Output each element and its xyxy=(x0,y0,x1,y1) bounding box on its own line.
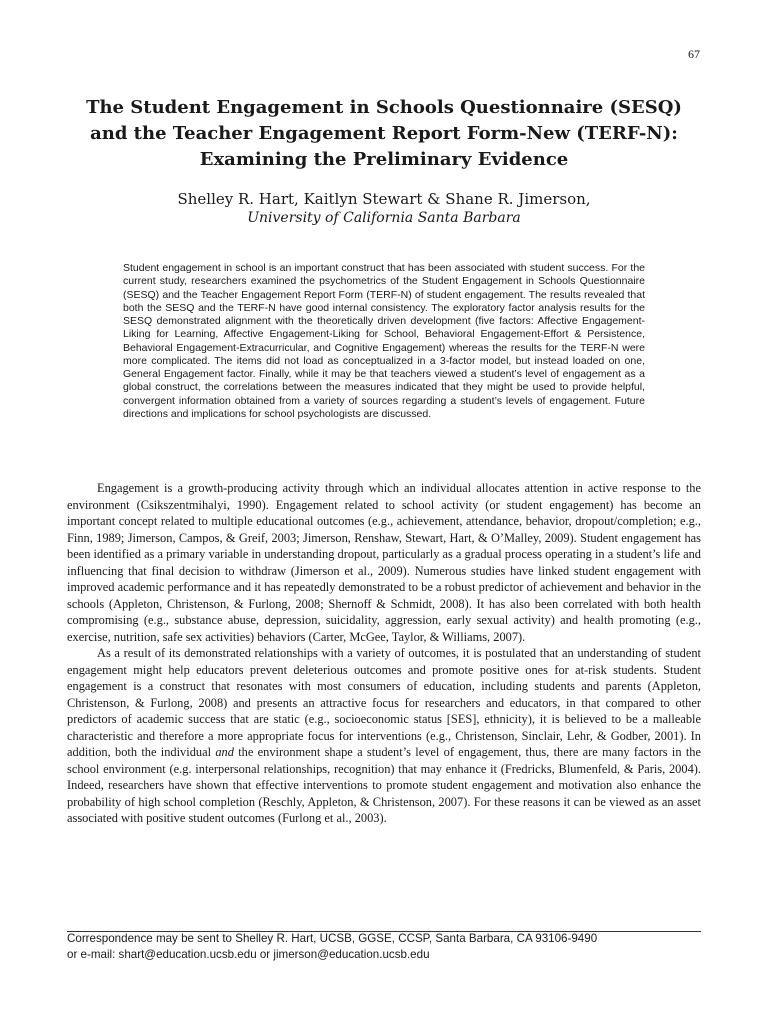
body-paragraph xyxy=(67,645,701,827)
author-affiliation: University of California Santa Barbara xyxy=(247,210,521,226)
body-paragraph: Engagement is a growth-producing activity through which an individual allocates attention in active response to the environment (Csikszentmihalyi, 1990). Engagement related to school activity (or student engagement) has become an important concept related to multiple educational outcomes (e.g., achievement, attendance, behavior, dropout/completion; e.g., Finn, 1989; Jimerson, Campos, & Greif, 2003; Jimerson, Renshaw, Stewart, Hart, & O’Malley, 2009). Student engagement has been identified as a primary variable in understanding dropout, particularly as a gradual process operating in a student’s life and influencing that final decision to withdraw (Jimerson et al., 2009). Numerous studies have linked student engagement with improved academic performance and it has repeatedly demonstrated to be a robust predictor of achievement and behavior in the schools (Appleton, Christenson, & Furlong, 2008; Shernoff & Schmidt, 2008). It has also been correlated with both health compromising (e.g., substance abuse, depression, suicidality, aggression, early sexual activity) and health promoting (e.g., exercise, nutrition, safe sex activities) behaviors (Carter, McGee, Taylor, & Williams, 2007). xyxy=(67,481,701,644)
page-number: 67 xyxy=(688,47,700,61)
footnote-line: Correspondence may be sent to Shelley R. Hart, UCSB, GGSE, CCSP, Santa Barbara, CA 93106-9490 xyxy=(67,932,598,945)
title-line: Examining the Preliminary Evidence xyxy=(199,149,569,170)
title-line: The Student Engagement in Schools Questionnaire (SESQ) xyxy=(86,97,682,118)
article-body xyxy=(67,480,701,827)
title-line: and the Teacher Engagement Report Form-New (TERF-N): xyxy=(90,123,678,144)
paragraph-text: As a result of its demonstrated relationships with a variety of outcomes, it is postulated that an understanding of student engagement might help educators prevent deleterious outcomes and promote positive ones for at-risk students. Student engagement is a construct that resonates with most consumers of education, including students and parents (Appleton, Christenson, & Furlong, 2008) and presents an attractive focus for researchers and educators, in that compared to other predictors of academic success that are static (e.g., socioeconomic status [SES], ethnicity), it is believed to be a malleable characteristic and therefore a more appropriate focus for interventions (e.g., Christenson, Sinclair, Lehr, & Godber, 2001). In addition, both the individual xyxy=(67,646,701,759)
emphasis-text: and xyxy=(215,745,234,759)
footnote-line: or e-mail: shart@education.ucsb.edu or jimerson@education.ucsb.edu xyxy=(67,948,430,961)
paragraph-text: the environment shape a student’s level of engagement, thus, there are many factors in the school environment (e.g. interpersonal relationships, recognition) that may enhance it (Fredricks, Blumenfeld, & Paris, 2004). Indeed, researchers have shown that effective interventions to promote student engagement and motivation also enhance the probability of high school completion (Reschly, Appleton, & Christenson, 2007). For these reasons it can be viewed as an asset associated with positive student outcomes (Furlong et al., 2003). xyxy=(67,745,701,825)
correspondence-footnote xyxy=(67,931,707,963)
abstract: Student engagement in school is an important construct that has been associated with student success. For the current study, researchers examined the psychometrics of the Student Engagement in Schools Questionnaire (SESQ) and the Teacher Engagement Report Form (TERF-N) of student engagement. The results revealed that both the SESQ and the TERF-N have good internal consistency. The exploratory factor analysis results for the SESQ demonstrated alignment with the theoretically driven development (five factors: Affective Engagement-Liking for Learning, Affective Engagement-Liking for School, Behavioral Engagement-Effort & Persistence, Behavioral Engagement-Extracurricular, and Cognitive Engagement) whereas the results for the TERF-N were more complicated. The items did not load as conceptualized in a 3-factor model, but instead loaded on one, General Engagement factor. Finally, while it may be that teachers viewed a student’s level of engagement as a global construct, the correlations between the measures indicated that they might be used to provide helpful, convergent information obtained from a variety of sources regarding a student’s levels of engagement. Future directions and implications for school psychologists are discussed. xyxy=(123,262,645,420)
article-title xyxy=(60,95,708,173)
author-list: Shelley R. Hart, Kaitlyn Stewart & Shane R. Jimerson, xyxy=(177,190,591,208)
